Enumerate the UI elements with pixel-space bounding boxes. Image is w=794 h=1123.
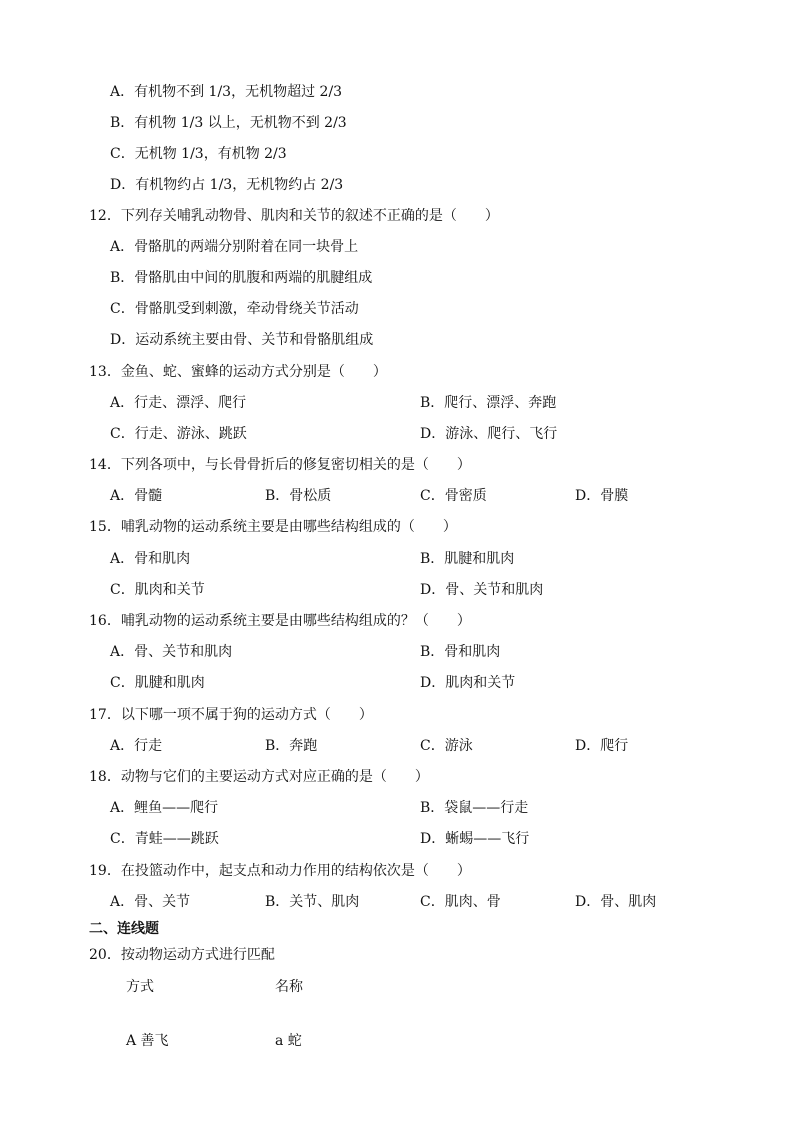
q20-column-mode-header: 方式	[126, 979, 154, 995]
q11-option-a[interactable]: A．有机物不到 1/3，无机物超过 2/3	[110, 84, 343, 100]
q17-option-a[interactable]: A．行走	[110, 738, 163, 754]
q16-stem: 16．哺乳动物的运动系统主要是由哪些结构组成的？（ ）	[89, 613, 471, 629]
q12-stem: 12．下列存关哺乳动物骨、肌肉和关节的叙述不正确的是（ ）	[89, 208, 499, 224]
q13-option-a[interactable]: A．行走、漂浮、爬行	[110, 395, 247, 411]
q14-option-d[interactable]: D．骨膜	[575, 488, 629, 504]
q11-option-d[interactable]: D．有机物约占 1/3，无机物约占 2/3	[110, 177, 344, 193]
q18-stem: 18．动物与它们的主要运动方式对应正确的是（ ）	[89, 769, 429, 785]
q18-option-c[interactable]: C．青蛙——跳跃	[110, 831, 219, 847]
q13-option-b[interactable]: B．爬行、漂浮、奔跑	[420, 395, 557, 411]
q17-option-c[interactable]: C．游泳	[420, 738, 473, 754]
q18-option-a[interactable]: A．鲤鱼——爬行	[110, 800, 219, 816]
q19-stem: 19．在投篮动作中，起支点和动力作用的结构依次是（ ）	[89, 863, 471, 879]
q15-option-d[interactable]: D．骨、关节和肌肉	[420, 582, 544, 598]
q18-option-d[interactable]: D．蜥蜴——飞行	[420, 831, 530, 847]
q15-option-c[interactable]: C．肌肉和关节	[110, 582, 205, 598]
q16-option-c[interactable]: C．肌腱和肌肉	[110, 675, 205, 691]
q14-option-c[interactable]: C．骨密质	[420, 488, 487, 504]
q16-option-d[interactable]: D．肌肉和关节	[420, 675, 516, 691]
q16-option-a[interactable]: A．骨、关节和肌肉	[110, 644, 233, 660]
q15-option-b[interactable]: B．肌腱和肌肉	[420, 551, 515, 567]
q13-stem: 13．金鱼、蛇、蜜蜂的运动方式分别是（ ）	[89, 364, 387, 380]
q12-option-b[interactable]: B．骨骼肌由中间的肌腹和两端的肌腱组成	[110, 270, 373, 286]
q17-stem: 17．以下哪一项不属于狗的运动方式（ ）	[89, 707, 373, 723]
q19-option-d[interactable]: D．骨、肌肉	[575, 894, 657, 910]
q18-option-b[interactable]: B．袋鼠——行走	[420, 800, 529, 816]
q20-stem: 20．按动物运动方式进行匹配	[89, 947, 275, 963]
q19-option-c[interactable]: C．肌肉、骨	[420, 894, 501, 910]
q12-option-c[interactable]: C．骨骼肌受到刺激，牵动骨绕关节活动	[110, 301, 359, 317]
q17-option-b[interactable]: B．奔跑	[265, 738, 318, 754]
q19-option-b[interactable]: B．关节、肌肉	[265, 894, 360, 910]
q14-option-b[interactable]: B．骨松质	[265, 488, 332, 504]
q14-option-a[interactable]: A．骨髓	[110, 488, 163, 504]
q15-stem: 15．哺乳动物的运动系统主要是由哪些结构组成的（ ）	[89, 519, 457, 535]
q20-column-name-header: 名称	[275, 979, 303, 995]
q12-option-a[interactable]: A．骨骼肌的两端分别附着在同一块骨上	[110, 239, 359, 255]
q15-option-a[interactable]: A．骨和肌肉	[110, 551, 191, 567]
q11-option-c[interactable]: C．无机物 1/3，有机物 2/3	[110, 146, 287, 162]
q17-option-d[interactable]: D．爬行	[575, 738, 629, 754]
q12-option-d[interactable]: D．运动系统主要由骨、关节和骨骼肌组成	[110, 332, 374, 348]
q13-option-d[interactable]: D．游泳、爬行、飞行	[420, 426, 558, 442]
q20-row1-name[interactable]: a 蛇	[275, 1033, 302, 1049]
q11-option-b[interactable]: B．有机物 1/3 以上，无机物不到 2/3	[110, 115, 347, 131]
q13-option-c[interactable]: C．行走、游泳、跳跃	[110, 426, 247, 442]
q20-row1-mode[interactable]: A 善飞	[126, 1033, 169, 1049]
q16-option-b[interactable]: B．骨和肌肉	[420, 644, 501, 660]
q19-option-a[interactable]: A．骨、关节	[110, 894, 191, 910]
section-title: 二、连线题	[89, 921, 159, 937]
q14-stem: 14．下列各项中，与长骨骨折后的修复密切相关的是（ ）	[89, 457, 471, 473]
